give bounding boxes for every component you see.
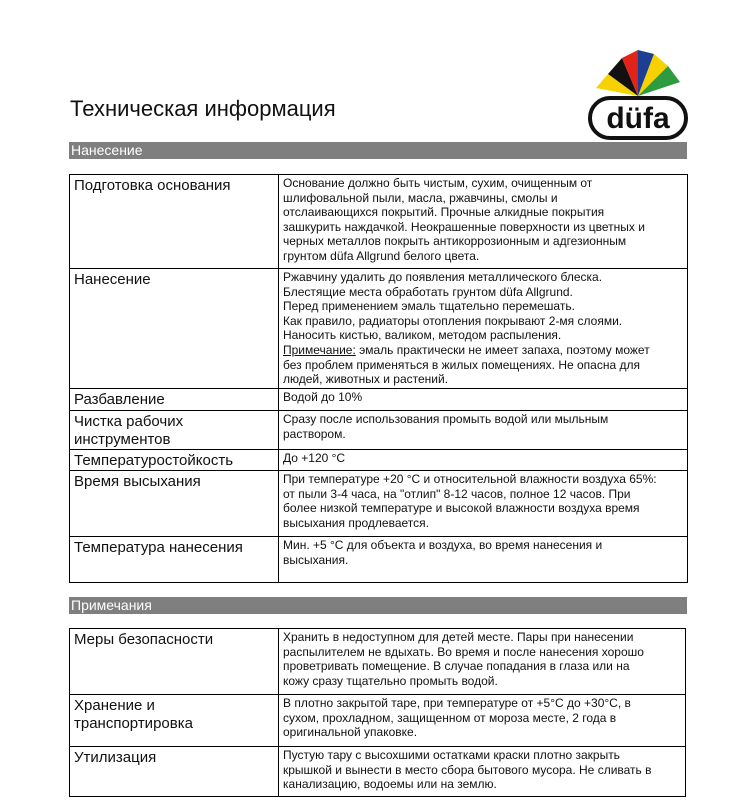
row-value: Мин. +5 °С для объекта и воздуха, во время нанесения и высыхания.: [279, 537, 688, 583]
note-label: Примечание:: [283, 342, 356, 357]
svg-text:düfa: düfa: [606, 102, 670, 135]
row-value: При температуре +20 °С и относительной влажности воздуха 65%: от пыли 3-4 часа, на "отлип" 8-12 часов, полное 12 часов. При более низкой температуре и высокой влажности воздуха время высыхания продлевается.: [279, 471, 688, 537]
row-label: Нанесение: [70, 269, 279, 389]
row-label: Чистка рабочих инструментов: [70, 411, 279, 450]
table-row: [70, 537, 688, 583]
row-value: Водой до 10%: [279, 389, 688, 411]
row-label: Температура нанесения: [70, 537, 279, 583]
row-label: Утилизация: [70, 747, 279, 797]
table-row: [70, 629, 686, 695]
row-value: Пустую тару с высохшими остатками краски плотно закрыть крышкой и вынести в место сбора бытового мусора. Не сливать в канализацию, водоемы или на землю.: [279, 747, 686, 797]
section-header-application: Нанесение: [69, 142, 687, 159]
row-label: Подготовка основания: [70, 175, 279, 269]
row-value: Сразу после использования промыть водой или мыльным раствором.: [279, 411, 688, 450]
row-value: Хранить в недоступном для детей месте. Пары при нанесении распылителем не вдыхать. Во время и после нанесения хорошо проветривать помещение. В случае попадания в глаза или на кожу сразу тщательно промыть водой.: [279, 629, 686, 695]
table-row: [70, 450, 688, 471]
table-row: [70, 471, 688, 537]
notes-table: [69, 628, 686, 797]
row-label: Время высыхания: [70, 471, 279, 537]
application-table: [69, 174, 688, 583]
row-label: Температуростойкость: [70, 450, 279, 471]
table-row: [70, 695, 686, 747]
color-fan-icon: [596, 50, 680, 96]
row-value: В плотно закрытой таре, при температуре от +5°С до +30°С, в сухом, прохладном, защищенном от мороза месте, 2 года в оригинальной упаковке.: [279, 695, 686, 747]
table-row: [70, 747, 686, 797]
page-title: Техническая информация: [70, 96, 336, 121]
row-value: До +120 °С: [279, 450, 688, 471]
section-header-notes: Примечания: [69, 597, 687, 614]
table-row: [70, 389, 688, 411]
dufa-logo: [588, 40, 688, 140]
table-row: [70, 411, 688, 450]
table-row: [70, 269, 688, 389]
row-label: Хранение и транспортировка: [70, 695, 279, 747]
row-label: Разбавление: [70, 389, 279, 411]
table-row: [70, 175, 688, 269]
row-value: Ржавчину удалить до появления металлического блеска. Блестящие места обработать грунтом düfa Allgrund. Перед применением эмаль тщательно перемешать. Как правило, радиаторы отопления покрывают 2-мя слоями. Наносить кистью, валиком, методом распыления. Примечание: эмаль практически не имеет запаха, поэтому может без проблем применяться в жилых помещениях. Не опасна для людей, животных и растений.: [279, 269, 688, 389]
row-label: Меры безопасности: [70, 629, 279, 695]
row-value: Основание должно быть чистым, сухим, очищенным от шлифовальной пыли, масла, ржавчины, смолы и отслаивающихся покрытий. Прочные алкидные покрытия зашкурить наждачкой. Неокрашенные поверхности из цветных и черных металлов покрыть антикоррозионным и адгезионным грунтом düfa Allgrund белого цвета.: [279, 175, 688, 269]
